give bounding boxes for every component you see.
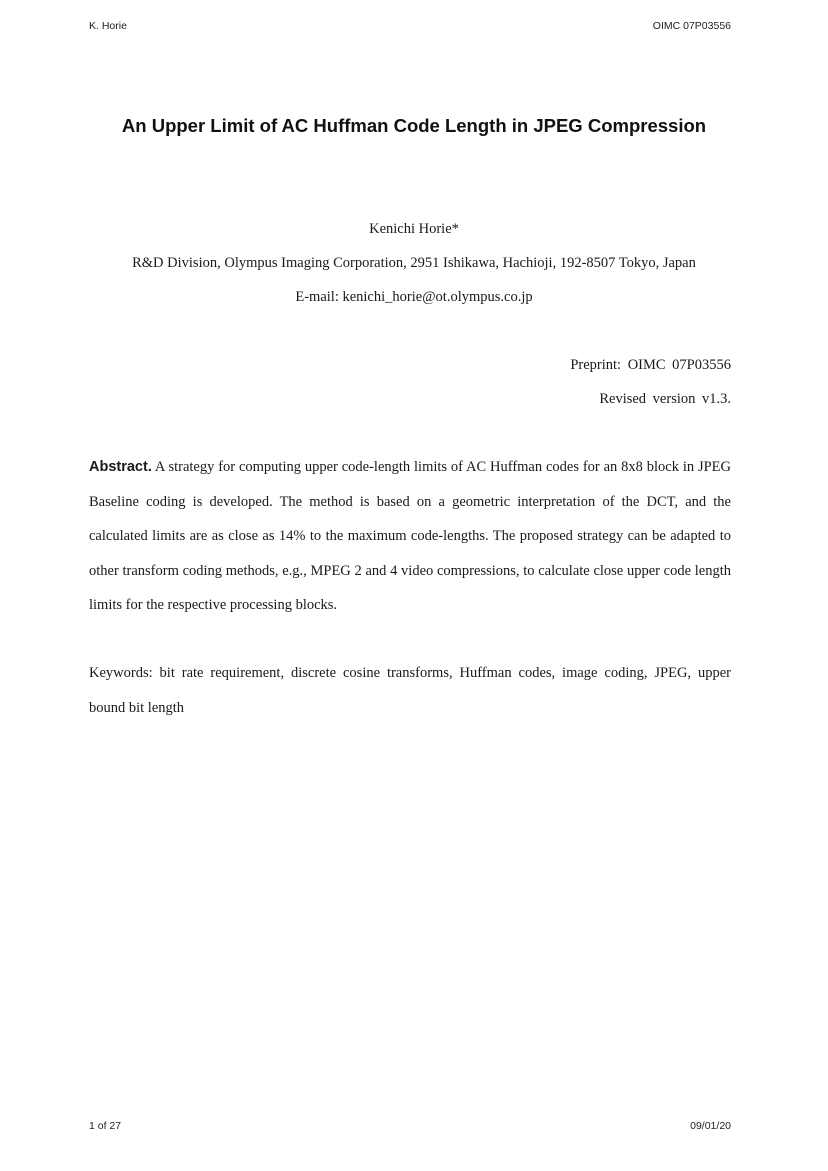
abstract-text: A strategy for computing upper code-length limits of AC Huffman codes for an 8x8 block in JPEG Baseline coding is developed. The method is based on a geometric interpretation of the DCT, and the calculated limits are as close as 14% to the maximum code-lengths. The proposed strategy can be adapted to other transform coding methods, e.g., MPEG 2 and 4 video compressions, to calculate close upper code length limits for the respective processing blocks.: [89, 459, 731, 614]
abstract: [89, 450, 731, 623]
paper-title: An Upper Limit of AC Huffman Code Length in JPEG Compression: [121, 115, 707, 136]
keywords: Keywords: bit rate requirement, discrete cosine transforms, Huffman codes, image coding, JPEG, upper bound bit length: [89, 665, 731, 716]
preprint-number: Preprint: OIMC 07P03556: [570, 357, 731, 373]
author-affiliation: R&D Division, Olympus Imaging Corporation, 2951 Ishikawa, Hachioji, 192-8507 Tokyo, Japan: [132, 255, 696, 271]
page-number: 1 of 27: [89, 1120, 122, 1132]
abstract-label: Abstract.: [89, 459, 152, 475]
author-name: Kenichi Horie*: [369, 221, 459, 237]
header-report-number: OIMC 07P03556: [652, 20, 731, 32]
footer-date: 09/01/20: [690, 1120, 731, 1132]
header-author: K. Horie: [89, 20, 127, 32]
revision-note: Revised version v1.3.: [599, 391, 731, 407]
author-email: E-mail: kenichi_horie@ot.olympus.co.jp: [295, 289, 533, 305]
